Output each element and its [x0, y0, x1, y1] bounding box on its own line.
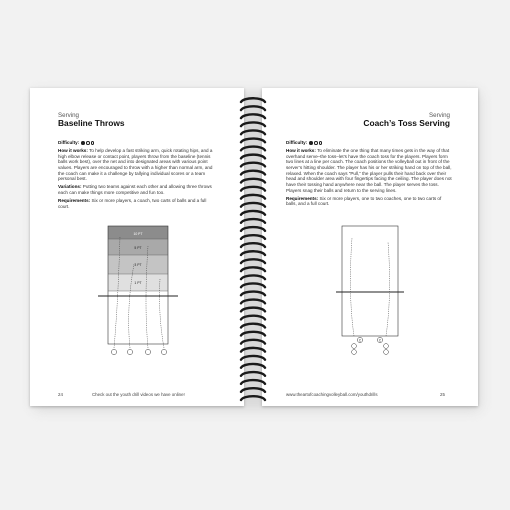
spiral-coil: [241, 283, 265, 287]
player-markers: [111, 349, 166, 354]
difficulty-dot: [86, 141, 90, 145]
coach-marker-label-1: C: [358, 338, 362, 343]
left-requirements-paragraph: [58, 198, 218, 209]
spiral-coil: [241, 340, 265, 344]
difficulty-dot: [81, 141, 85, 145]
left-variations-paragraph: [58, 184, 218, 195]
baseline-throws-diagram: [92, 224, 184, 360]
left-how-text: To help develop a fast striking arm, quick rotating hips, and a high elbow release or contact point, players throw from the baseline (tennis balls work best), over the net and into designated areas with various point values. Players are encouraged to throw with a higher than normal arm, and the coach can make it a challenge by tallying individual scores or a team personal best.: [58, 147, 213, 182]
spiral-coil: [241, 251, 265, 255]
spiral-coil: [241, 396, 265, 400]
left-difficulty-label: Difficulty:: [58, 140, 80, 146]
coach-marker-label-2: C: [378, 338, 382, 343]
left-body: [58, 140, 218, 212]
spiral-binding: [238, 96, 268, 402]
right-how-text: To eliminate the one thing that many times gets in the way of that overhand serve–the toss–let’s have the coach toss for the players. Players form two lines at a line per coach. The coach positions the volleyball out in front of the server’s hitting shoulder. The player has his or her striking hand on top of the ball, relaxed. When the coach says “Pull,” the player pulls their hand back over their head and shoulder area with four fingertips facing the ceiling. The player does not have their tossing hand anywhere near the ball. The player serves the toss. Players snag their balls and return to the serving lines.: [286, 147, 452, 193]
spiral-coil: [241, 98, 265, 102]
right-requirements-label: Requirements:: [286, 195, 319, 201]
left-how-label: How it works:: [58, 147, 88, 153]
difficulty-dot: [309, 141, 313, 145]
left-page: [30, 88, 244, 406]
zone-label-10: 10 PT: [133, 232, 143, 236]
spiral-coil: [241, 356, 265, 360]
right-section-label: Serving: [429, 112, 450, 119]
spiral-coil: [241, 292, 265, 296]
zone-label-5: 5 PT: [134, 246, 142, 250]
spiral-coil: [241, 211, 265, 215]
spiral-coil: [241, 227, 265, 231]
spiral-coil: [241, 259, 265, 263]
right-requirements-paragraph: [286, 196, 452, 207]
right-body: [286, 140, 452, 209]
left-page-title: Baseline Throws: [58, 118, 125, 128]
coach-markers: [357, 337, 382, 342]
spiral-coil: [241, 380, 265, 384]
spiral-coil: [241, 219, 265, 223]
spiral-coil: [241, 235, 265, 239]
spiral-coil: [241, 122, 265, 126]
player-markers: [352, 344, 389, 355]
spiral-coil: [241, 348, 265, 352]
right-requirements-text: Six or more players, one to two coaches, one to two carts of balls, and a full court.: [286, 195, 442, 207]
spiral-coil: [241, 275, 265, 279]
spiral-coil: [241, 179, 265, 183]
left-how-paragraph: [58, 148, 218, 182]
zone-label-3: 3 PT: [134, 263, 142, 267]
spiral-coil: [241, 195, 265, 199]
left-section-label: Serving: [58, 112, 79, 119]
difficulty-dot: [314, 141, 318, 145]
right-how-paragraph: [286, 148, 452, 194]
spiral-coil: [241, 187, 265, 191]
right-footer-url: www.theartofcoachingvolleyball.com/youthdrills: [286, 392, 378, 397]
left-variations-label: Variations:: [58, 184, 82, 190]
right-difficulty-label: Difficulty:: [286, 140, 308, 146]
coach-toss-diagram: [334, 224, 406, 356]
right-header: [286, 112, 450, 128]
spiral-coil: [241, 163, 265, 167]
difficulty-dot: [91, 141, 95, 145]
spiral-coil: [241, 372, 265, 376]
spiral-coil: [241, 139, 265, 143]
spiral-coil: [241, 332, 265, 336]
left-difficulty-rating: [80, 140, 94, 146]
right-how-label: How it works:: [286, 147, 316, 153]
left-requirements-text: Six or more players, a coach, two carts of balls and a full court.: [58, 197, 207, 209]
right-page-number: 25: [440, 392, 445, 397]
spiral-coil: [241, 130, 265, 134]
spiral-coil: [241, 324, 265, 328]
spiral-coil: [241, 364, 265, 368]
spiral-coil: [241, 114, 265, 118]
left-difficulty: [58, 140, 218, 146]
spiral-coil: [241, 267, 265, 271]
difficulty-dot: [319, 141, 323, 145]
left-requirements-label: Requirements:: [58, 197, 91, 203]
spiral-coil: [241, 203, 265, 207]
right-difficulty: [286, 140, 452, 146]
spiral-coil: [241, 155, 265, 159]
left-page-number: 24: [58, 392, 63, 397]
left-footer-text: Check out the youth drill videos we have online!: [92, 392, 185, 397]
right-difficulty-rating: [308, 140, 322, 146]
spiral-coil: [241, 316, 265, 320]
spiral-coil: [241, 106, 265, 110]
left-variations-text: Putting two teams against each other and allowing three throws each can make things more competitive and fun too.: [58, 184, 212, 196]
right-page: [262, 88, 478, 406]
spiral-coil: [241, 243, 265, 247]
spiral-coil: [241, 388, 265, 392]
spiral-coil: [241, 171, 265, 175]
right-page-title: Coach’s Toss Serving: [363, 118, 450, 128]
spiral-coil: [241, 300, 265, 304]
spiral-coil: [241, 147, 265, 151]
left-header: [58, 112, 218, 128]
zone-label-1: 1 PT: [134, 281, 142, 285]
spiral-coil: [241, 308, 265, 312]
